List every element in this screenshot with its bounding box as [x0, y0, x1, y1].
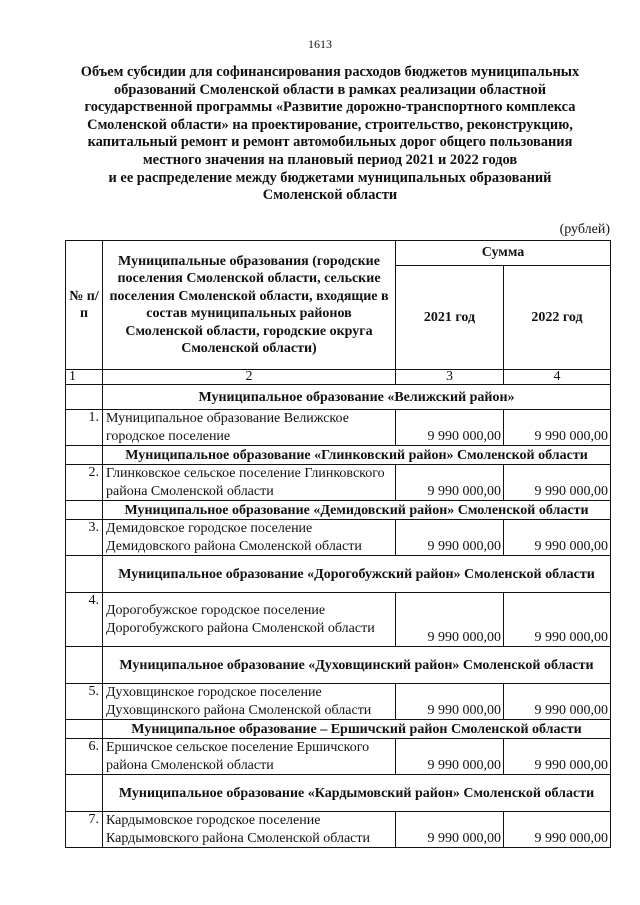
table-row [66, 465, 611, 501]
row-name: Духовщинское городское поселение Духовщинского района Смоленской области [103, 684, 396, 720]
title-line: государственной программы «Развитие дорожно-транспортного комплекса [84, 99, 576, 116]
row-2021: 9 990 000,00 [396, 593, 504, 647]
col-index: 1 [66, 370, 103, 385]
header-num: № п/п [66, 241, 103, 370]
row-2021: 9 990 000,00 [396, 410, 504, 446]
row-num: 3. [66, 520, 103, 556]
header-sum: Сумма [396, 241, 611, 266]
section-row [66, 501, 611, 520]
section-title: Муниципальное образование – Ершичский район Смоленской области [103, 720, 611, 739]
section-title: Муниципальное образование «Кардымовский район» Смоленской области [103, 775, 611, 812]
col-index: 4 [504, 370, 611, 385]
subsidy-table [65, 240, 611, 848]
table-row [66, 520, 611, 556]
units-label: (рублей) [559, 222, 610, 237]
table-row [66, 593, 611, 647]
title-line: Смоленской области» на проектирование, строительство, реконструкцию, [87, 116, 573, 133]
section-row [66, 775, 611, 812]
document-title [60, 64, 600, 205]
col-index: 2 [103, 370, 396, 385]
row-2021: 9 990 000,00 [396, 739, 504, 775]
row-num: 4. [66, 593, 103, 647]
table-row [66, 812, 611, 848]
row-name: Демидовское городское поселение Демидовского района Смоленской области [103, 520, 396, 556]
section-row [66, 446, 611, 465]
section-title: Муниципальное образование «Велижский район» [103, 385, 611, 410]
section-title: Муниципальное образование «Демидовский район» Смоленской области [103, 501, 611, 520]
title-line: местного значения на плановый период 2021 и 2022 годов [142, 151, 518, 168]
row-2021: 9 990 000,00 [396, 520, 504, 556]
table-row [66, 739, 611, 775]
section-title: Муниципальное образование «Дорогобужский район» Смоленской области [103, 556, 611, 593]
title-line: и ее распределение между бюджетами муниципальных образований [108, 169, 552, 186]
row-2022: 9 990 000,00 [504, 410, 611, 446]
title-line: Объем субсидии для софинансирования расходов бюджетов муниципальных [80, 64, 580, 80]
table-row [66, 410, 611, 446]
row-2021: 9 990 000,00 [396, 812, 504, 848]
row-name: Дорогобужское городское поселение Дорогобужского района Смоленской области [103, 593, 396, 647]
row-2022: 9 990 000,00 [504, 593, 611, 647]
row-num: 6. [66, 739, 103, 775]
row-num: 2. [66, 465, 103, 501]
section-row [66, 385, 611, 410]
row-2022: 9 990 000,00 [504, 465, 611, 501]
title-line: Смоленской области [262, 187, 398, 204]
section-row [66, 720, 611, 739]
row-2022: 9 990 000,00 [504, 684, 611, 720]
title-line: образований Смоленской области в рамках реализации областной [113, 81, 547, 98]
col-index: 3 [396, 370, 504, 385]
row-num: 7. [66, 812, 103, 848]
row-name: Ершичское сельское поселение Ершичского района Смоленской области [103, 739, 396, 775]
header-year-2021: 2021 год [396, 266, 504, 370]
section-title: Муниципальное образование «Духовщинский район» Смоленской области [103, 647, 611, 684]
section-row [66, 647, 611, 684]
row-2022: 9 990 000,00 [504, 812, 611, 848]
header-row [66, 241, 611, 266]
row-name: Глинковское сельское поселение Глинковского района Смоленской области [103, 465, 396, 501]
row-2021: 9 990 000,00 [396, 465, 504, 501]
table-row [66, 684, 611, 720]
row-name: Кардымовское городское поселение Кардымовского района Смоленской области [103, 812, 396, 848]
title-line: капитальный ремонт и ремонт автомобильных дорог общего пользования [87, 134, 573, 151]
row-num: 1. [66, 410, 103, 446]
page-number: 1613 [308, 37, 332, 51]
row-num: 5. [66, 684, 103, 720]
row-2022: 9 990 000,00 [504, 520, 611, 556]
row-2022: 9 990 000,00 [504, 739, 611, 775]
header-year-2022: 2022 год [504, 266, 611, 370]
row-name: Муниципальное образование Велижское городское поселение [103, 410, 396, 446]
header-name: Муниципальные образования (городские поселения Смоленской области, сельские поселения Смоленской области, входящие в состав муниципальных районов Смоленской области, городские округа Смоленской области) [103, 241, 396, 370]
section-row [66, 556, 611, 593]
column-index-row [66, 370, 611, 385]
row-2021: 9 990 000,00 [396, 684, 504, 720]
section-title: Муниципальное образование «Глинковский район» Смоленской области [103, 446, 611, 465]
